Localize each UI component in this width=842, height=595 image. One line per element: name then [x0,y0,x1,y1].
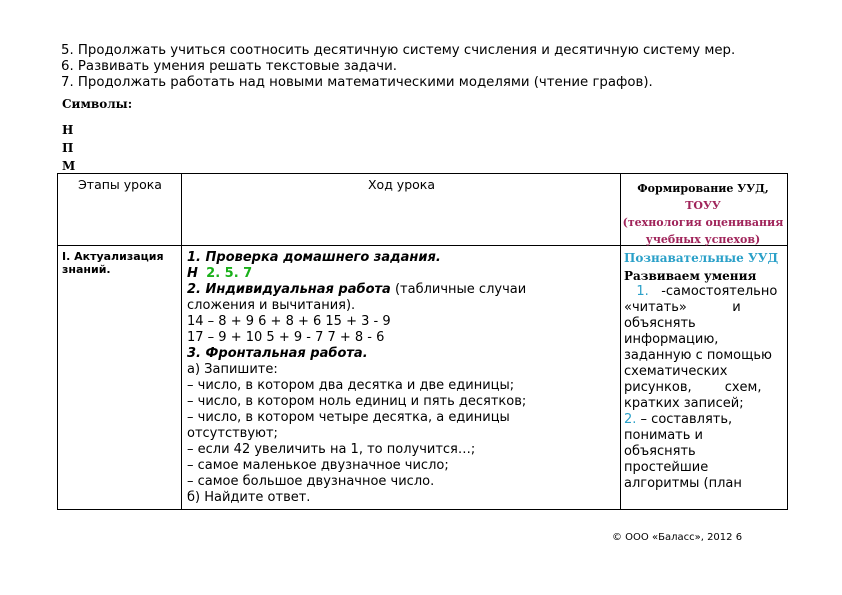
task2-text: (табличные случаи [394,282,527,297]
task3-item-2: – число, в котором ноль единиц и пять десятков; [187,394,527,409]
uud-item-1-line-5: заданную с помощью [624,348,772,363]
header-uud-tech-1: (технология оценивания [622,216,784,229]
task3-a: а) Запишите: [187,362,278,377]
uud-item-2-first [624,412,784,428]
goal-6: 6. Развивать умения решать текстовые задачи. [61,59,397,74]
symbol-p: П [62,141,74,155]
symbols-title: Символы: [62,97,133,111]
uud-item-1-line-6: схематических [624,364,728,379]
expression-row-1: 14 – 8 + 9 6 + 8 + 6 15 + 3 - 9 [187,314,391,329]
task3-item-4: – если 42 увеличить на 1, то получится…; [187,442,476,457]
uud-item-1-first [624,284,784,300]
symbols-legend [62,95,132,175]
task2-text-2: сложения и вычитания). [187,298,356,313]
expression-row-2: 17 – 9 + 10 5 + 9 - 7 7 + 8 - 6 [187,330,385,345]
stage-cell [62,250,180,276]
intro-goals [61,43,735,91]
header-uud-tech-2: учебных успехов) [645,233,761,246]
uud-item-1-line-4: информацию, [624,332,719,347]
uud-item-2-line-5: алгоритмы (план [624,476,742,491]
header-course: Ход урока [367,177,436,192]
task3-item-3: – число, в котором четыре десятка, а единицы [187,410,510,425]
task1-title: 1. Проверка домашнего задания. [187,250,441,265]
uud-item-1-num: 1. [636,284,649,299]
header-uud-touu: ТОУУ [685,199,721,212]
uud-item-1-line-2: «читать» и [624,300,741,315]
uud-item-2-num: 2. [624,412,637,427]
uud-subheading: Развиваем умения [624,269,757,283]
uud-item-2-line-1: – составлять, [640,412,733,427]
stage-line-2: знаний. [62,263,111,276]
uud-item-1-line-1: -самостоятельно [661,284,778,299]
uud-item-1-line-3: объяснять [624,316,696,331]
uud-heading: Познавательные УУД [624,251,779,265]
uud-item-2-line-3: объяснять [624,444,696,459]
task3-item-3-cont: отсутствуют; [187,426,278,441]
uud-item-2-line-4: простейшие [624,460,709,475]
task3-item-5: – самое маленькое двузначное число; [187,458,449,473]
copyright-footer: © ООО «Баласс», 2012 6 [612,532,743,543]
header-uud-title: Формирование УУД, [637,182,769,195]
task3-item-6: – самое большое двузначное число. [187,474,435,489]
task3-title: 3. Фронтальная работа. [187,346,368,361]
task2-line [187,282,615,298]
uud-item-1-line-7: рисунков, схем, [624,380,762,395]
goal-5: 5. Продолжать учиться соотносить десятичную систему счисления и десятичную систему мер. [61,43,736,58]
task2-title: 2. Индивидуальная работа [187,282,391,297]
task1-numbers: 2. 5. 7 [206,266,253,281]
header-uud [620,180,786,248]
symbol-n: Н [62,123,74,137]
task3-b: б) Найдите ответ. [187,490,311,505]
course-cell [187,250,615,506]
goal-7: 7. Продолжать работать над новыми математическими моделями (чтение графов). [61,75,653,90]
task3-item-1: – число, в котором два десятка и две единицы; [187,378,515,393]
stage-line-1: I. Актуализация [62,250,164,263]
task1-marker: Н [187,266,198,281]
task1-line [187,266,615,282]
uud-item-1-line-8: кратких записей; [624,396,744,411]
uud-cell [624,250,784,492]
header-stages: Этапы урока [78,177,162,192]
uud-item-2-line-2: понимать и [624,428,703,443]
symbol-m: М [62,159,76,173]
